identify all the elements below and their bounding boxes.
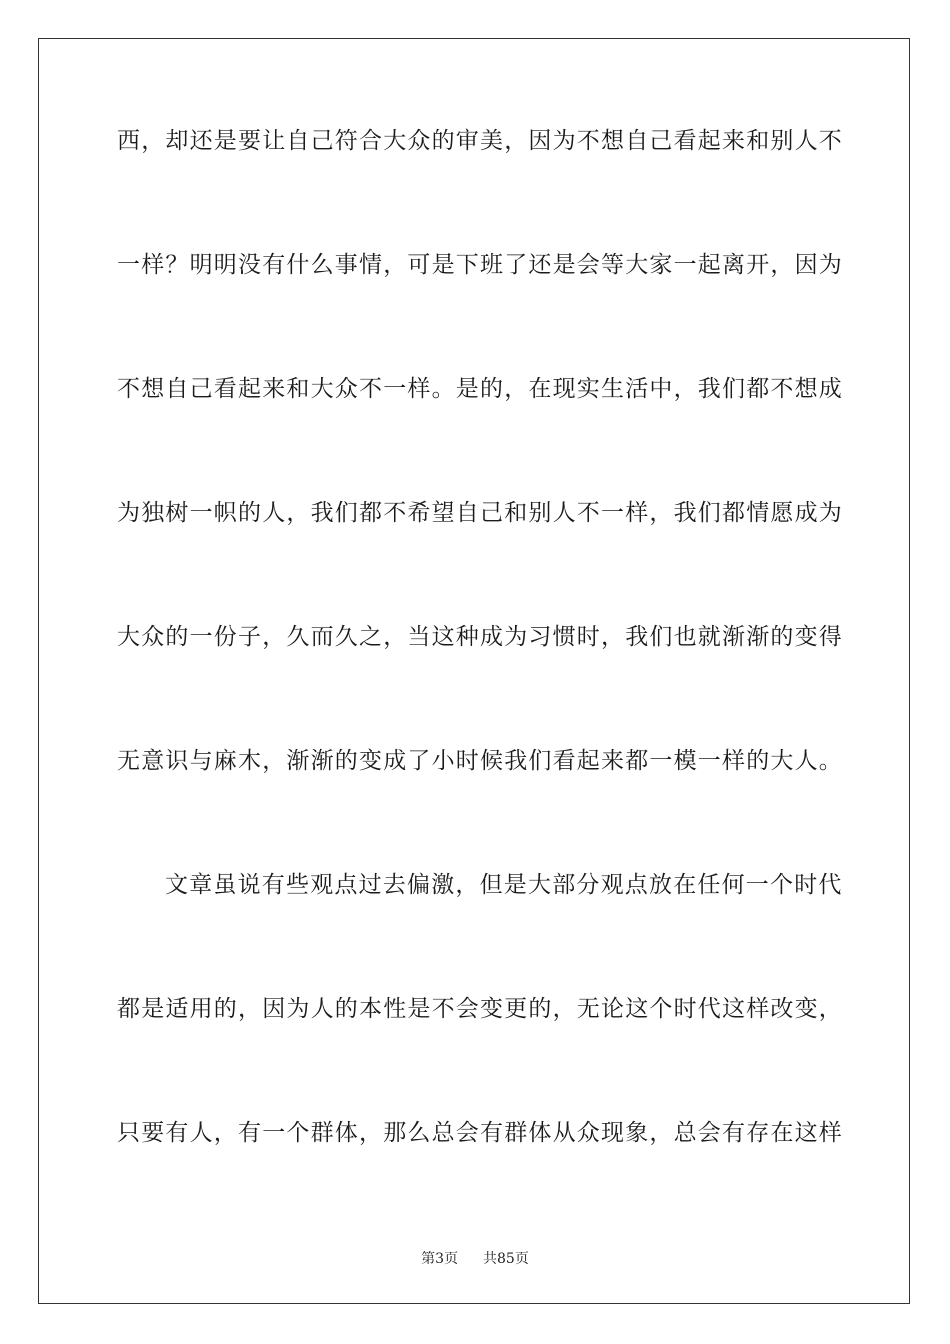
text-line: 无意识与麻木，渐渐的变成了小时候我们看起来都一模一样的大人。: [117, 748, 843, 774]
text-line: 都是适用的，因为人的本性是不会变更的，无论这个时代这样改变，: [117, 996, 843, 1022]
page-number: 第3页: [421, 1251, 459, 1267]
text-line: 为独树一帜的人，我们都不希望自己和别人不一样，我们都情愿成为: [117, 500, 843, 526]
text-line: 只要有人，有一个群体，那么总会有群体从众现象，总会有存在这样: [117, 1120, 843, 1146]
text-line: 不想自己看起来和大众不一样。是的，在现实生活中，我们都不想成: [117, 376, 843, 402]
text-line: 一样？明明没有什么事情，可是下班了还是会等大家一起离开，因为: [117, 252, 843, 278]
page-footer: [0, 1248, 950, 1268]
document-body: [117, 126, 843, 1242]
text-line: 西，却还是要让自己符合大众的审美，因为不想自己看起来和别人不: [117, 128, 843, 154]
total-pages: 共85页: [483, 1251, 529, 1267]
text-line: 大众的一份子，久而久之，当这种成为习惯时，我们也就渐渐的变得: [117, 624, 843, 650]
paragraph-start-line: 文章虽说有些观点过去偏激，但是大部分观点放在任何一个时代: [165, 872, 843, 898]
